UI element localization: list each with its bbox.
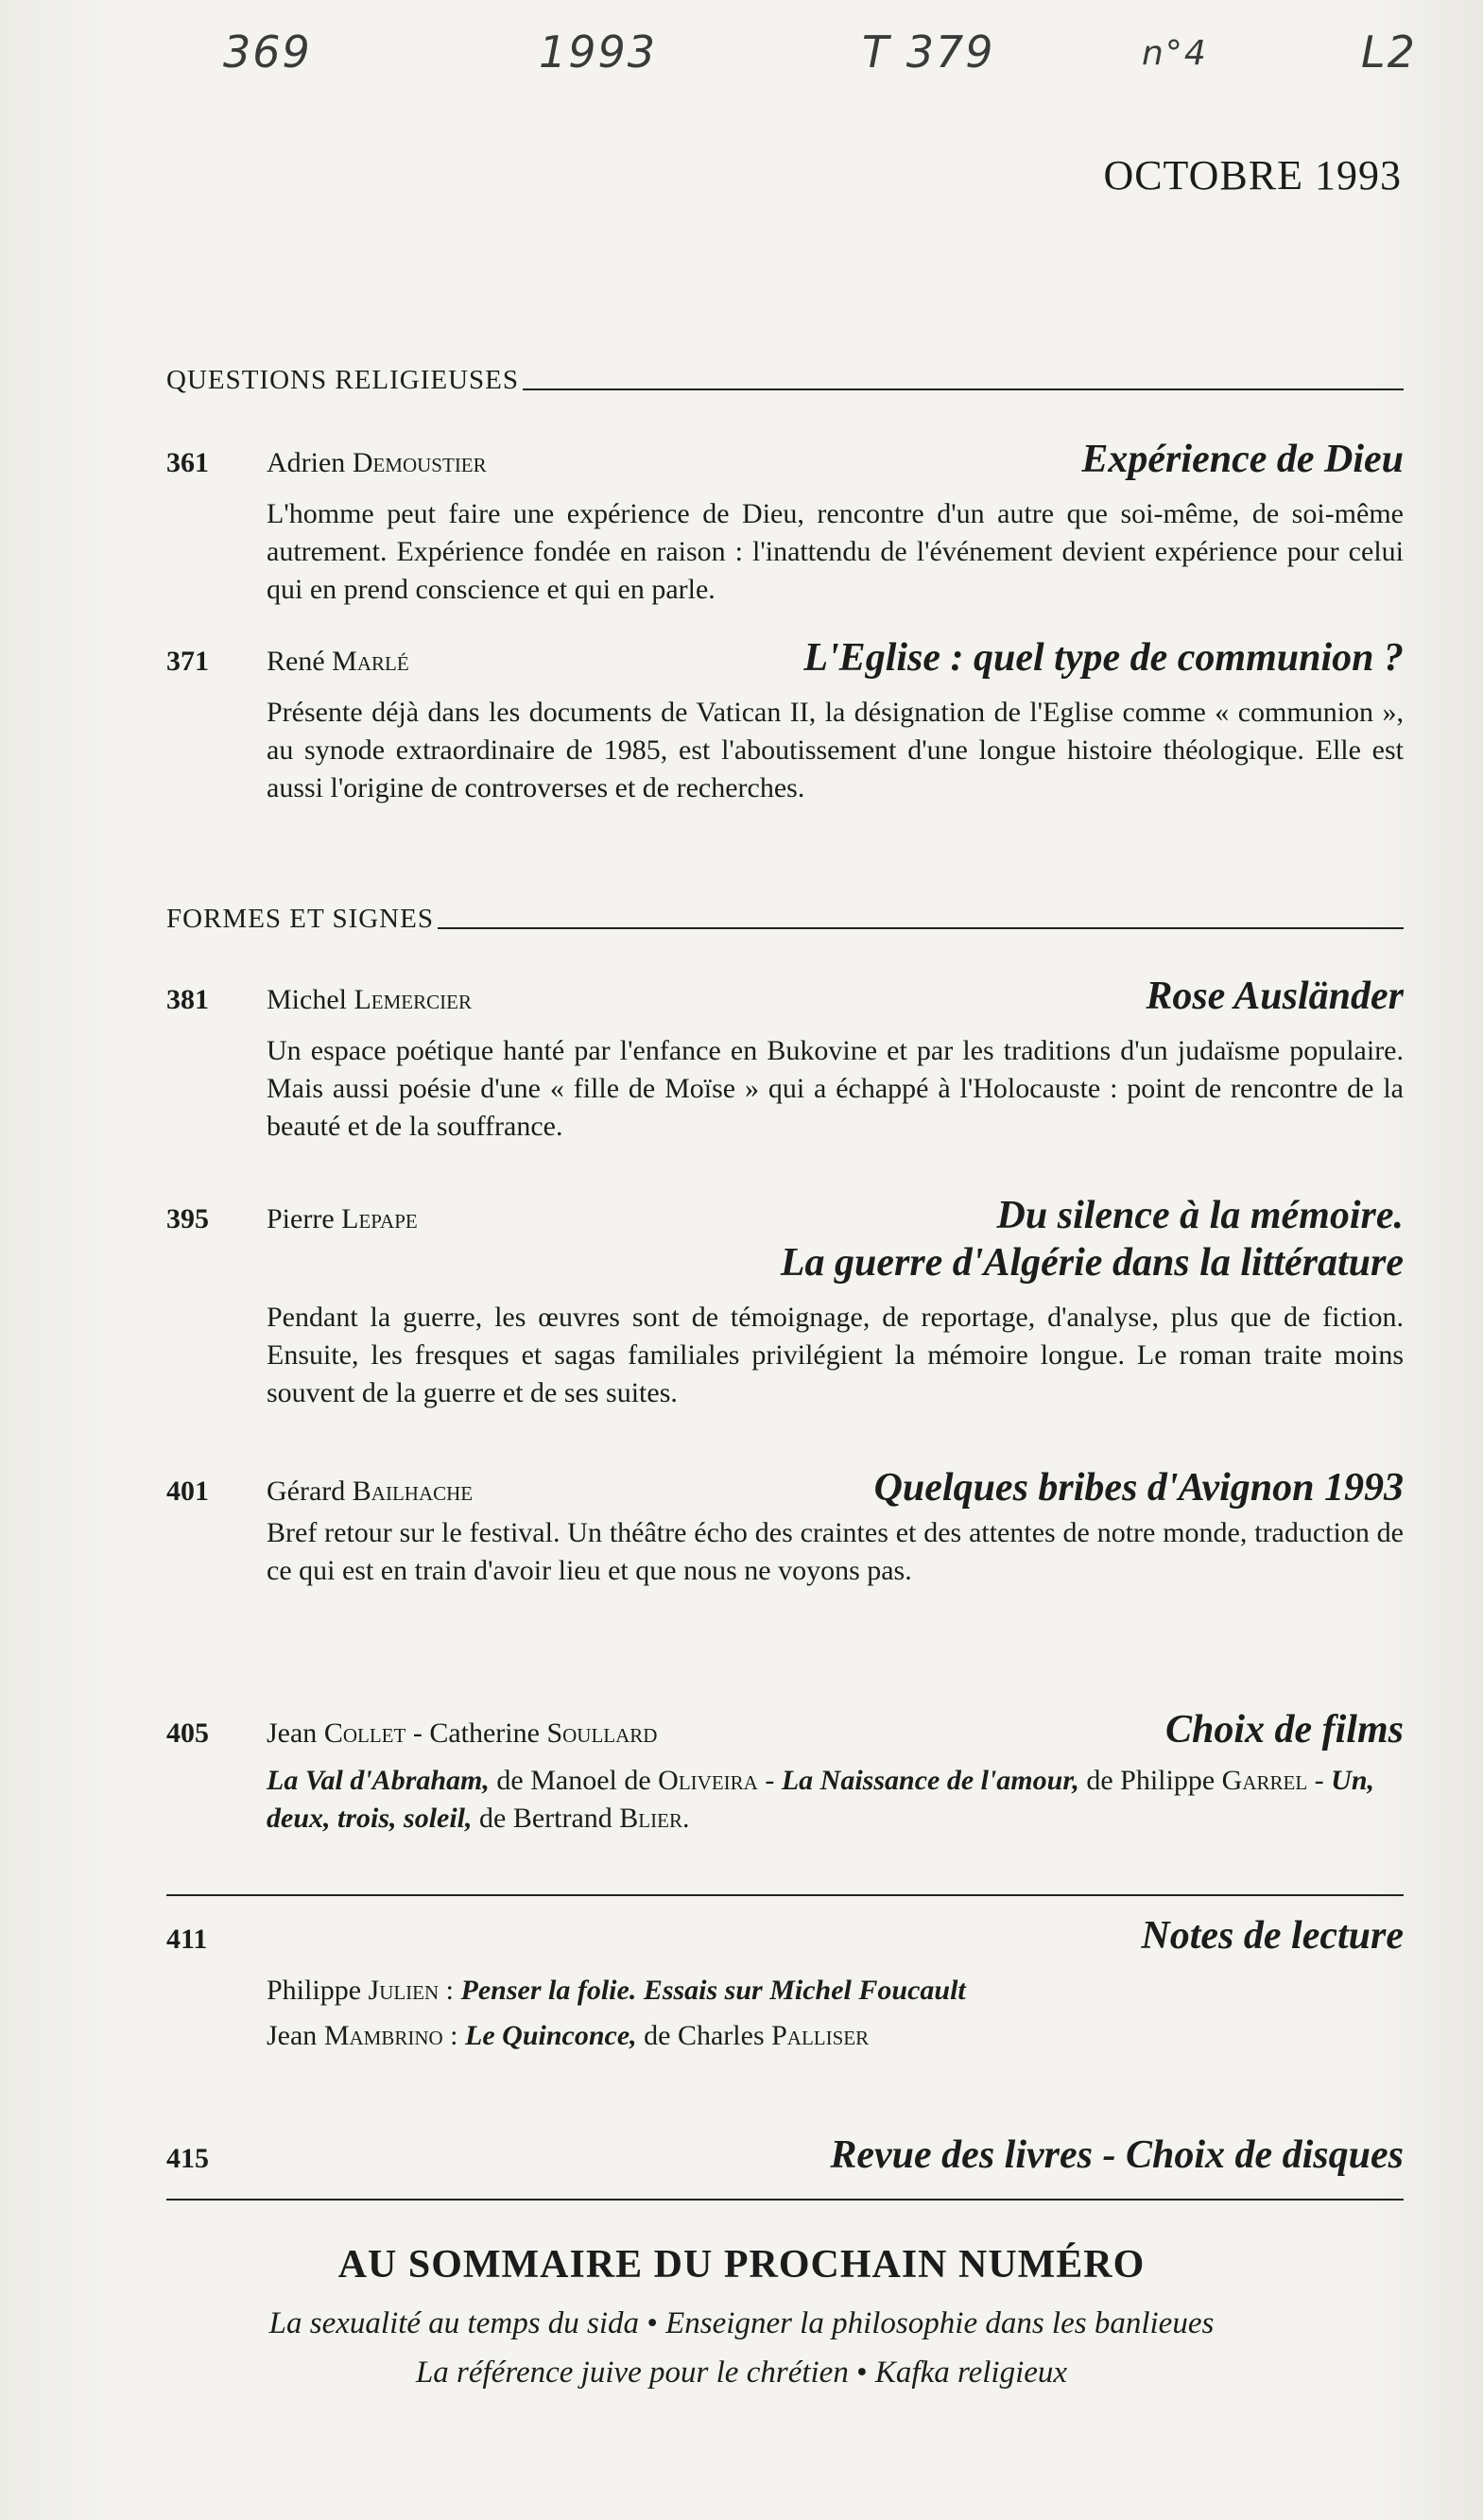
page-number: 401: [166, 1476, 209, 1507]
next-issue-line: [0, 2356, 1483, 2391]
author-last-name: Marlé: [332, 646, 409, 677]
toc-entry: [166, 1193, 1404, 1412]
article-title: Expérience de Dieu: [1081, 438, 1404, 481]
section-rule: [523, 388, 1404, 390]
film-title: Un, deux, trois, soleil,: [267, 1765, 1375, 1834]
author-first-name: Adrien: [267, 447, 346, 478]
section-label: QUESTIONS RELIGIEUSES: [166, 365, 520, 395]
handwritten-note: 369: [223, 26, 312, 78]
section-heading: [166, 365, 1404, 396]
article-title: L'Eglise : quel type de communion ?: [803, 636, 1404, 680]
horizontal-rule: [166, 2199, 1404, 2201]
film-title: La Naissance de l'amour,: [781, 1765, 1079, 1796]
article-title: Du silence à la mémoire.: [996, 1194, 1404, 1237]
author-first-name: René: [267, 646, 325, 677]
toc-entry: [166, 1707, 1404, 1838]
book-author: Palliser: [771, 2020, 870, 2051]
book-title: Penser la folie. Essais sur Michel Foucault: [460, 1975, 966, 2006]
author-first-name: Jean: [267, 1717, 318, 1749]
article-summary: L'homme peut faire une expérience de Dieu, rencontre d'un autre que soi-même, de soi-même autrement. Expérience fondée en raison : l'inattendu de l'événement devient expérience pour celui qui en prend conscience et qui en parle.: [267, 498, 1404, 605]
handwritten-note: 1993: [539, 26, 658, 78]
next-issue-line: [0, 2306, 1483, 2341]
article-title: Quelques bribes d'Avignon 1993: [873, 1466, 1404, 1510]
author-first-name: Pierre: [267, 1203, 335, 1234]
bullet: •: [856, 2356, 868, 2390]
reading-note: [267, 2013, 1404, 2059]
page-number: 411: [166, 1924, 208, 1955]
reading-note: [267, 1968, 1404, 2013]
author: [267, 1717, 657, 1750]
author: [267, 646, 409, 678]
page-number: 395: [166, 1203, 209, 1234]
author-separator: -: [405, 1717, 430, 1749]
author-last-name: Lemercier: [354, 984, 472, 1015]
article-title: Choix de films: [1164, 1708, 1404, 1752]
reviewer-first-name: Jean: [267, 2020, 318, 2051]
article-title: Rose Ausländer: [1146, 975, 1404, 1018]
author: [267, 1476, 473, 1508]
toc-entry: [166, 1913, 1404, 2059]
article-summary: Présente déjà dans les documents de Vatican II, la désignation de l'Eglise comme « communion », au synode extraordinaire de 1985, est l'aboutissement d'une longue histoire théologique. Elle est aussi l'origine de controverses et de recherches.: [267, 697, 1404, 803]
page-number: 405: [166, 1717, 209, 1749]
colon: :: [439, 1975, 461, 2006]
toc-entry: [166, 974, 1404, 1146]
author-first-name: Catherine: [429, 1717, 540, 1749]
handwritten-note: L2: [1361, 26, 1417, 78]
section-label: FORMES ET SIGNES: [166, 904, 434, 934]
film-by: de Bertrand: [472, 1803, 620, 1834]
section-rule: [438, 927, 1404, 929]
next-issue-topic: Kafka religieux: [874, 2356, 1068, 2390]
next-issue-topic: La référence juive pour le chrétien: [415, 2356, 849, 2390]
handwritten-note: n°4: [1142, 34, 1208, 73]
author: [267, 984, 472, 1016]
section-heading: [166, 904, 1404, 935]
next-issue-topic: Enseigner la philosophie dans les banlieues: [665, 2306, 1215, 2340]
issue-title: OCTOBRE 1993: [1103, 152, 1402, 198]
reviewer-last-name: Mambrino: [323, 2020, 443, 2051]
film-director: Blier.: [619, 1803, 690, 1834]
next-issue-topic: La sexualité au temps du sida: [268, 2306, 640, 2340]
handwritten-note: T 379: [862, 26, 995, 78]
author-last-name: Lepape: [341, 1203, 418, 1234]
reviewer-last-name: Julien: [368, 1975, 440, 2006]
author: [267, 1203, 418, 1235]
toc-entry: [166, 437, 1404, 609]
author-last-name: Bailhache: [352, 1476, 474, 1507]
film-by: de Philippe: [1078, 1765, 1222, 1796]
article-summary: Pendant la guerre, les œuvres sont de témoignage, de reportage, d'analyse, plus que de fiction. Ensuite, les fresques et sagas familiales privilégient la mémoire longue. Le roman traite moins souvent de la guerre et de ses suites.: [267, 1302, 1404, 1408]
article-title: Notes de lecture: [1141, 1914, 1404, 1958]
film-by: de Manoel de: [489, 1765, 659, 1796]
page-number: 381: [166, 984, 209, 1015]
colon: :: [442, 2020, 466, 2051]
film-list: La Val d'Abraham, de Manoel de Oliveira - La Naissance de l'amour, de Philippe Garrel - Un, deux, trois, soleil, de Bertrand Blier.: [267, 1765, 1375, 1834]
horizontal-rule: [166, 1894, 1404, 1896]
author-first-name: Michel: [267, 984, 347, 1015]
toc-entry: [166, 2132, 1404, 2178]
reviewer-first-name: Philippe: [267, 1975, 362, 2006]
page-number: 371: [166, 646, 209, 677]
next-issue-heading: AU SOMMAIRE DU PROCHAIN NUMÉRO: [337, 2243, 1146, 2287]
author-last-name: Demoustier: [352, 447, 487, 478]
show-through-decoration: [605, 217, 610, 285]
article-summary: Bref retour sur le festival. Un théâtre écho des craintes et des attentes de notre monde, traduction de ce qui est en train d'avoir lieu et que nous ne voyons pas.: [267, 1517, 1404, 1586]
film-director: Oliveira: [658, 1765, 758, 1796]
toc-entry: [166, 1465, 1404, 1590]
toc-entry: [166, 635, 1404, 807]
film-director: Garrel: [1221, 1765, 1308, 1796]
author: [267, 447, 487, 479]
author-last-name: Soullard: [546, 1717, 658, 1749]
article-title: Revue des livres - Choix de disques: [830, 2133, 1404, 2177]
article-summary: Un espace poétique hanté par l'enfance en Bukovine et par les traditions d'un judaïsme populaire. Mais aussi poésie d'une « fille de Moïse » qui a échappé à l'Holocauste : point de rencontre de la beauté et de la souffrance.: [267, 1035, 1404, 1142]
author-first-name: Gérard: [267, 1476, 346, 1507]
bullet: •: [647, 2306, 658, 2340]
article-subtitle: La guerre d'Algérie dans la littérature: [780, 1241, 1404, 1285]
page-number: 415: [166, 2143, 209, 2174]
page-number: 361: [166, 447, 209, 478]
film-title: La Val d'Abraham,: [267, 1765, 490, 1796]
book-title: Le Quinconce,: [465, 2020, 637, 2051]
book-by: de Charles: [636, 2020, 772, 2051]
author-last-name: Collet: [323, 1717, 406, 1749]
